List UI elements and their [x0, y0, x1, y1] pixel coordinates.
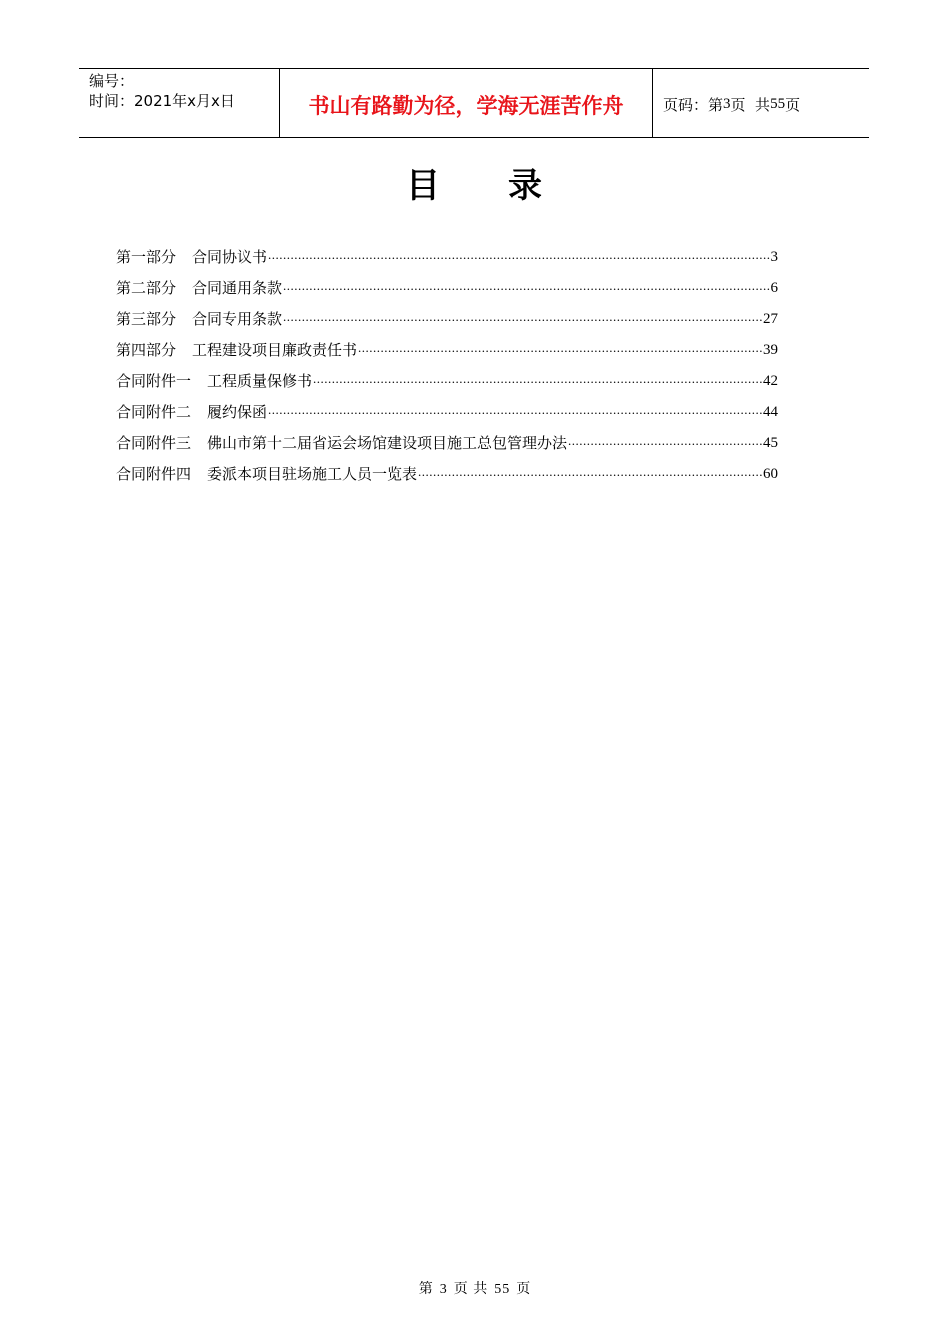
title-char-2: 录 — [508, 166, 544, 206]
header-page-mid: 页 共 — [730, 95, 771, 114]
toc-entry-page: 27 — [763, 311, 778, 327]
page-title — [0, 158, 950, 207]
document-number-label: 编号： — [89, 72, 135, 90]
toc-entry[interactable] — [116, 360, 778, 391]
toc-entry-page: 6 — [770, 280, 778, 296]
toc-entry[interactable] — [116, 453, 778, 484]
footer-page-total: 55 — [494, 1282, 511, 1297]
toc-dot-leader — [313, 369, 762, 389]
toc-entry-part: 第四部分 — [116, 341, 177, 359]
header-page-total: 55 — [770, 95, 786, 112]
toc-entry[interactable] — [116, 236, 778, 267]
toc-entry-part: 合同附件三 — [116, 434, 192, 452]
page-header — [79, 68, 869, 138]
toc-entry-name: 佛山市第十二届省运会场馆建设项目施工总包管理办法 — [207, 434, 568, 452]
toc-entry-name: 工程建设项目廉政责任书 — [192, 341, 358, 359]
toc-dot-leader — [268, 400, 762, 420]
toc-entry-part: 合同附件二 — [116, 403, 192, 421]
toc-entry-part: 第一部分 — [116, 248, 177, 266]
toc-dot-leader — [268, 245, 769, 265]
toc-dot-leader — [283, 307, 762, 327]
header-page-suffix: 页 — [785, 95, 801, 114]
header-page-info — [653, 69, 869, 137]
toc-entry-name: 合同协议书 — [192, 248, 268, 266]
toc-entry[interactable] — [116, 391, 778, 422]
toc-entry-page: 44 — [763, 404, 778, 420]
toc-dot-leader — [568, 431, 762, 451]
header-info-cell — [79, 69, 280, 137]
toc-entry-part: 第二部分 — [116, 279, 177, 297]
toc-entry-name: 委派本项目驻场施工人员一览表 — [207, 465, 418, 483]
page-footer — [0, 1278, 950, 1298]
table-of-contents — [116, 236, 778, 484]
toc-entry[interactable] — [116, 298, 778, 329]
title-char-1: 目 — [406, 166, 442, 206]
footer-prefix: 第 — [418, 1282, 434, 1297]
toc-dot-leader — [418, 462, 762, 482]
toc-dot-leader — [358, 338, 762, 358]
toc-entry-page: 60 — [763, 466, 778, 482]
toc-entry[interactable] — [116, 267, 778, 298]
toc-entry-name: 合同专用条款 — [192, 310, 283, 328]
footer-suffix: 页 — [516, 1282, 532, 1297]
toc-entry-page: 42 — [763, 373, 778, 389]
document-date-label: 时间：2021年x月x日 — [89, 92, 235, 110]
toc-entry-page: 39 — [763, 342, 778, 358]
toc-entry-name: 履约保函 — [207, 403, 268, 421]
header-page-current: 3 — [723, 95, 731, 112]
toc-dot-leader — [283, 276, 769, 296]
toc-entry-part: 合同附件四 — [116, 465, 192, 483]
toc-entry-name: 合同通用条款 — [192, 279, 283, 297]
toc-entry-part: 合同附件一 — [116, 372, 192, 390]
footer-page-current: 3 — [439, 1282, 448, 1297]
toc-entry[interactable] — [116, 422, 778, 453]
toc-entry-name: 工程质量保修书 — [207, 372, 313, 390]
toc-entry-page: 45 — [763, 435, 778, 451]
footer-mid: 页 共 — [453, 1282, 489, 1297]
header-motto: 书山有路勤为径，学海无涯苦作舟 — [280, 69, 653, 137]
header-page-prefix: 页码：第 — [663, 95, 724, 114]
toc-entry-part: 第三部分 — [116, 310, 177, 328]
toc-entry[interactable] — [116, 329, 778, 360]
toc-entry-page: 3 — [770, 249, 778, 265]
